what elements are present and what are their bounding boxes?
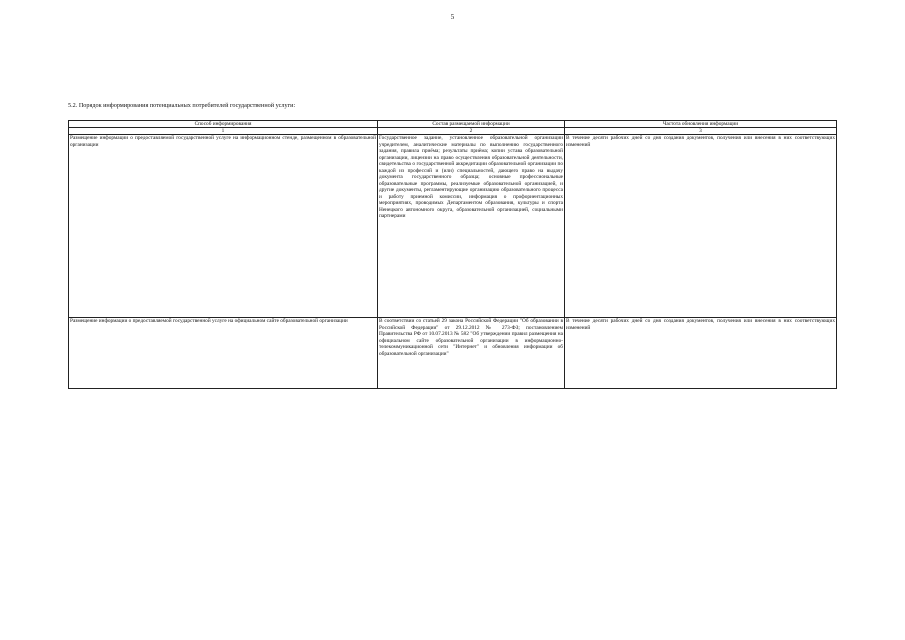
column-number-row — [69, 128, 837, 135]
page-number: 5 — [450, 13, 455, 21]
table-header-row — [69, 121, 837, 128]
content-cell: В соответствии со статьей 29 закона Российской Федерации "Об образовании в Российской Федерации" от 29.12.2012 № 273-ФЗ; постановлением Правительства РФ от 10.07.2013 № 582 "Об утверждении правил размещения на официальном сайте образовательной организации в информационно-телекоммуникационной сети "Интернет" и обновления информации об образовательной организации" — [378, 318, 565, 389]
information-table — [68, 120, 837, 389]
header-content: Состав размещаемой информации — [378, 121, 565, 128]
column-number-2: 2 — [378, 128, 565, 135]
table-row — [69, 135, 837, 318]
method-cell: Размещение информации о предоставляемой государственной услуге на информационном стенде, размещенном в образовательной организации — [69, 135, 378, 318]
content-cell: Государственное задание, установленное образовательной организации учредителем, аналитические материалы по выполнению государственного задания, правила приёма; результаты приёма; копии устава образовательной организации, лицензии на право осуществления образовательной деятельности, свидетельства о государственной аккредитации образовательной организации по каждой из профессий и (или) специальностей, дающего право на выдачу документа государственного образца; основные профессиональные образовательные программы, реализуемые образовательной организацией, и другие документы, регламентирующие организацию образовательного процесса и работу приемной комиссии, информация о профориентационных мероприятиях, проводимых Департаментом образования, культуры и спорта Ненецкого автономного округа, образовательной организацией, социальными партнерами — [378, 135, 565, 318]
frequency-cell: В течение десяти рабочих дней со дня создания документов, получения или внесения в них соответствующих изменений — [565, 318, 837, 389]
method-cell: Размещение информации о предоставляемой государственной услуге на официальном сайте образовательной организации — [69, 318, 378, 389]
column-number-1: 1 — [69, 128, 378, 135]
frequency-cell: В течение десяти рабочих дней со дня создания документов, получения или внесения в них соответствующих изменений — [565, 135, 837, 318]
section-title: 5.2. Порядок информирования потенциальных потребителей государственной услуги: — [68, 102, 296, 109]
table-row — [69, 318, 837, 389]
header-frequency: Частота обновления информации — [565, 121, 837, 128]
column-number-3: 3 — [565, 128, 837, 135]
header-method: Способ информирования — [69, 121, 378, 128]
